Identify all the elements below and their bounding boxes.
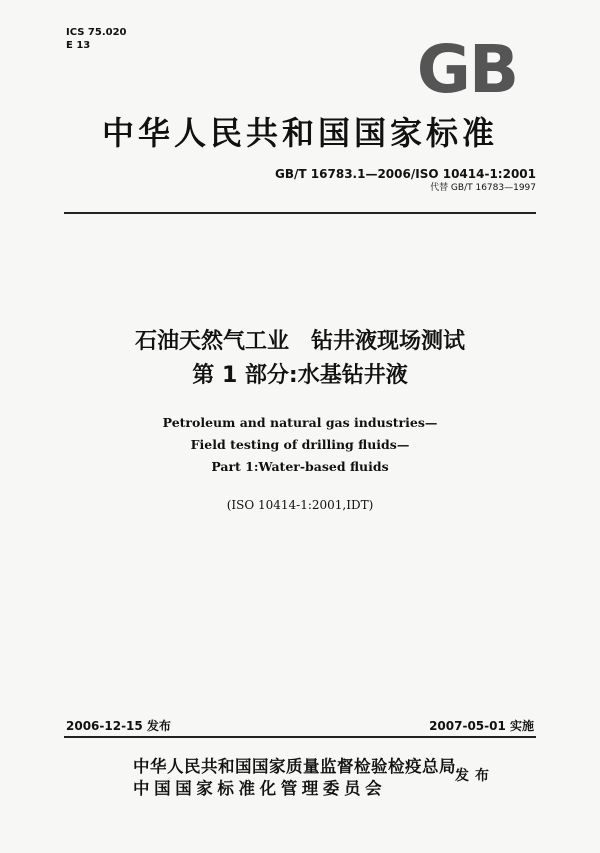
- ics-code: ICS 75.020: [66, 27, 127, 38]
- issuer-line-1: 中华人民共和国国家质量监督检验检疫总局: [133, 757, 456, 776]
- english-title-line-1: Petroleum and natural gas industries—: [162, 415, 438, 430]
- english-title-line-2: Field testing of drilling fluids—: [190, 437, 410, 452]
- chinese-title-line-2: 第 1 部分:水基钻井液: [192, 363, 408, 388]
- english-title-line-3: Part 1:Water-based fluids: [211, 459, 389, 474]
- standard-number: GB/T 16783.1—2006/ISO 10414-1:2001: [275, 167, 536, 181]
- national-standard-title: 中华人民共和国国家标准: [101, 114, 498, 152]
- gb-logo-mark: [417, 36, 517, 98]
- header-divider: [64, 212, 536, 214]
- replaces-standard: 代替 GB/T 16783—1997: [430, 183, 536, 193]
- iso-equivalence-note: (ISO 10414-1:2001,IDT): [226, 498, 374, 512]
- footer-divider: [64, 736, 536, 738]
- issuer-line-2: 中国国家标准化管理委员会: [133, 779, 387, 798]
- publish-label: 发布: [455, 768, 495, 784]
- classification-codes: [66, 26, 127, 52]
- gb-logo: [405, 36, 529, 98]
- implementation-date: 2007-05-01 实施: [429, 719, 534, 733]
- gb-logo-text: GB: [416, 36, 518, 98]
- issue-date: 2006-12-15 发布: [66, 719, 171, 733]
- standard-code-block: [275, 166, 536, 194]
- ccs-code: E 13: [66, 40, 91, 51]
- chinese-title-line-1: 石油天然气工业 钻井液现场测试: [134, 329, 465, 354]
